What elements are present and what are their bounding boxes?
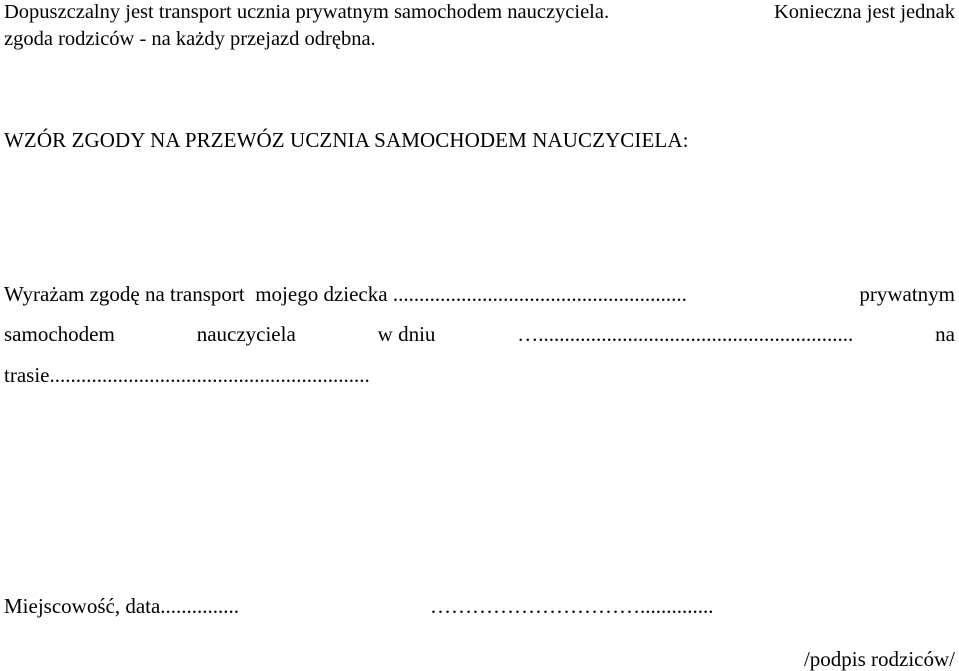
- intro-text-right: Konieczna jest jednak: [773, 1, 955, 23]
- intro-paragraph-line-2: zgoda rodziców - na każdy przejazd odrębna.: [4, 28, 376, 50]
- consent-word-2: nauczyciela: [196, 322, 296, 346]
- consent-word-3: w dniu: [377, 322, 436, 346]
- form-heading: WZÓR ZGODY NA PRZEWÓZ UCZNIA SAMOCHODEM NAUCZYCIELA:: [4, 128, 689, 152]
- child-name-blank: ........................................................: [392, 282, 687, 306]
- place-date-field: Miejscowość, data...............: [4, 594, 240, 618]
- intro-paragraph-line-1: [4, 2, 955, 23]
- consent-word-4: na: [935, 322, 955, 346]
- intro-text-left: Dopuszczalny jest transport ucznia prywatnym samochodem nauczyciela.: [4, 1, 610, 23]
- consent-word-1: samochodem: [4, 322, 115, 346]
- date-blank: …............................................................: [517, 322, 854, 346]
- route-blank-line: trasie.............................................................: [4, 363, 370, 387]
- signature-blank: …………………………..............: [430, 594, 714, 618]
- consent-phrase: Wyrażam zgodę na transport mojego dziecka: [4, 282, 388, 306]
- consent-line-1: [4, 284, 955, 305]
- consent-text-end: prywatnym: [859, 282, 955, 306]
- signature-label: /podpis rodziców/: [803, 647, 955, 671]
- consent-line-2: [4, 324, 955, 345]
- consent-text: [4, 284, 687, 305]
